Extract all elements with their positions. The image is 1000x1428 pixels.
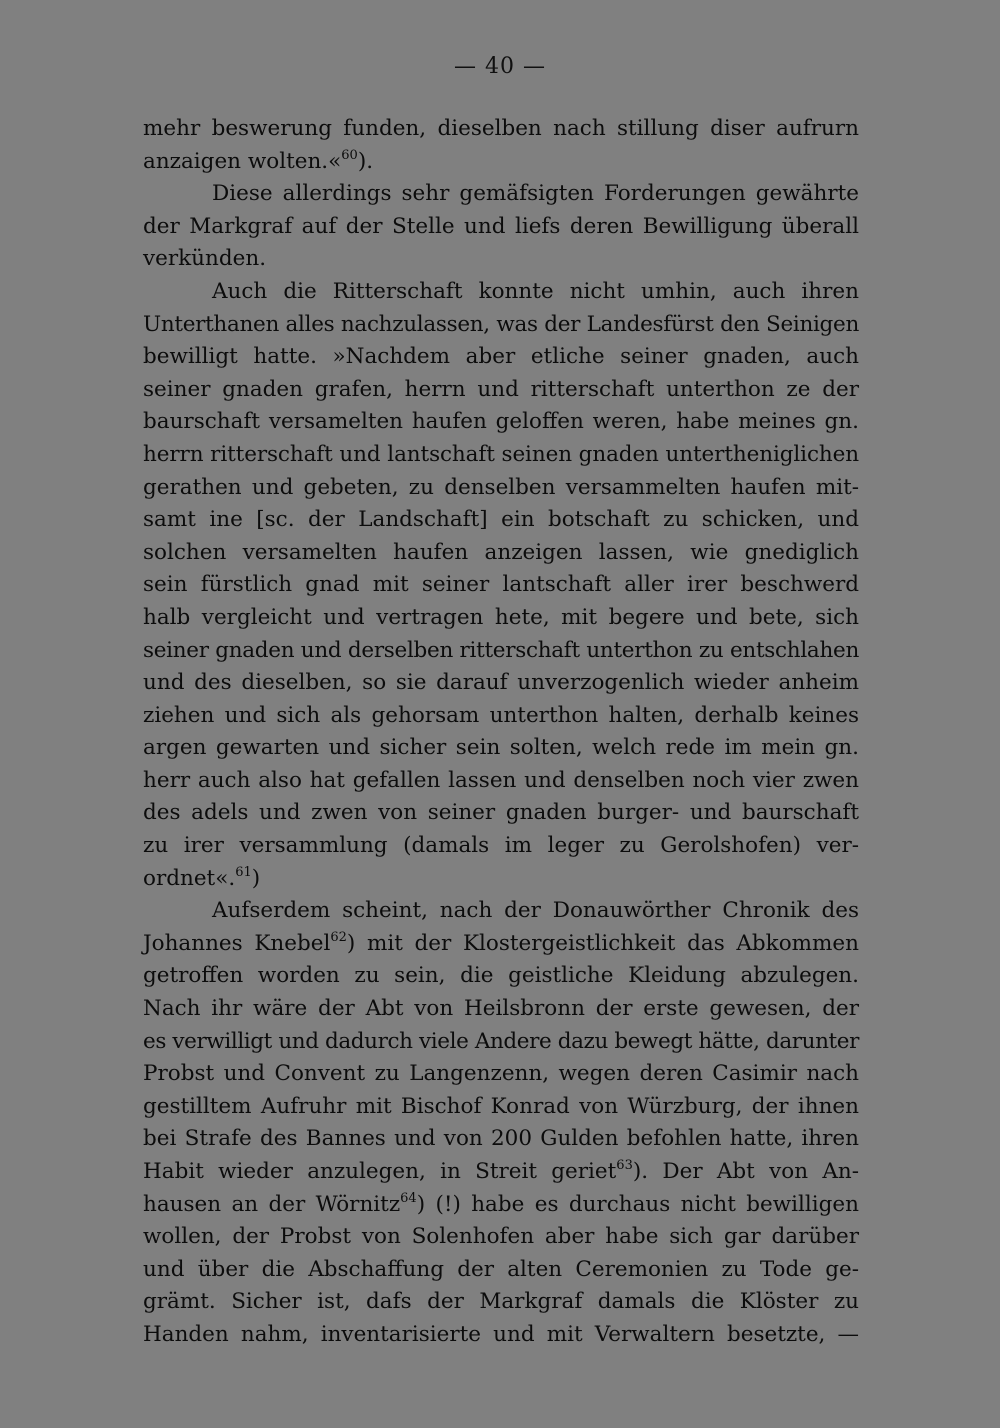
text-line: Johannes Knebel$^{62}$) mit der Klostergeistlichkeit das Abkommen xyxy=(143,929,859,956)
text-line: gestilltem Aufruhr mit Bischof Konrad von Würzburg, der ihnen xyxy=(143,1093,859,1119)
text-line: argen gewarten und sicher sein solten, welch rede im mein gn. xyxy=(143,735,859,761)
text-line: anzaigen wolten.«$^{60}$). xyxy=(143,147,374,174)
footnote-ref: 64 xyxy=(400,1190,417,1206)
text-line: samt ine [sc. der Landschaft] ein botschaft zu schicken, und xyxy=(143,507,859,533)
text-line: Probst und Convent zu Langenzenn, wegen deren Casimir nach xyxy=(143,1061,859,1087)
text-line: es verwilligt und dadurch viele Andere dazu bewegt hätte, darunter xyxy=(143,1028,859,1054)
text-line: Unterthanen alles nachzulassen, was der Landesfürst den Seinigen xyxy=(143,311,859,337)
text-line: des adels und zwen von seiner gnaden burger- und baurschaft xyxy=(143,800,859,826)
text-line: getroffen worden zu sein, die geistliche Kleidung abzulegen. xyxy=(143,963,859,989)
text-line: seiner gnaden und derselben ritterschaft unterthon zu entschlahen xyxy=(143,637,859,663)
text-line: gerathen und gebeten, zu denselben versammelten haufen mit- xyxy=(143,474,859,500)
text-line: solchen versamelten haufen anzeigen lassen, wie gnediglich xyxy=(143,539,859,565)
text-line: herrn ritterschaft und lantschaft seinen gnaden untertheniglichen xyxy=(143,441,859,467)
text-line: und über die Abschaffung der alten Ceremonien zu Tode ge- xyxy=(143,1256,859,1282)
body-text xyxy=(143,113,859,1352)
footnote-ref: 60 xyxy=(341,147,358,163)
page-number: — 40 — xyxy=(454,54,546,79)
text-line: Aufserdem scheint, nach der Donauwörther Chronik des xyxy=(212,898,859,924)
text-line: Diese allerdings sehr gemäfsigten Forderungen gewährte xyxy=(212,181,859,207)
text-line: seiner gnaden grafen, herrn und ritterschaft unterthon ze der xyxy=(143,376,859,402)
text-line: Handen nahm, inventarisierte und mit Verwaltern besetzte, — xyxy=(143,1321,859,1347)
text-line: halb vergleicht und vertragen hete, mit begere und bete, sich xyxy=(143,604,859,630)
text-line: grämt. Sicher ist, dafs der Markgraf damals die Klöster zu xyxy=(143,1289,859,1315)
text-line: bewilligt hatte. »Nachdem aber etliche seiner gnaden, auch xyxy=(143,344,859,370)
footnote-ref: 61 xyxy=(235,864,252,880)
text-line: verkünden. xyxy=(143,246,267,272)
text-line: sein fürstlich gnad mit seiner lantschaft aller irer beschwerd xyxy=(143,572,859,598)
footnote-ref: 63 xyxy=(616,1158,633,1173)
text-line: und des dieselben, so sie darauf unverzogenlich wieder anheim xyxy=(143,670,859,696)
text-line: Nach ihr wäre der Abt von Heilsbronn der erste gewesen, der xyxy=(143,996,859,1022)
text-line: mehr beswerung funden, dieselben nach stillung diser aufrurn xyxy=(143,116,859,141)
text-line: bei Strafe des Bannes und von 200 Gulden befohlen hatte, ihren xyxy=(143,1126,859,1152)
text-line: ordnet«.$^{61}$) xyxy=(143,864,261,891)
footnote-ref: 62 xyxy=(330,929,347,945)
text-line: Auch die Ritterschaft konnte nicht umhin, auch ihren xyxy=(212,278,859,304)
text-line: Habit wieder anzulegen, in Streit geriet$^{63}$). Der Abt von An- xyxy=(143,1158,859,1184)
text-line: ziehen und sich als gehorsam unterthon halten, derhalb keines xyxy=(143,702,859,728)
text-line: herr auch also hat gefallen lassen und denselben noch vier zwen xyxy=(143,767,859,793)
text-line: der Markgraf auf der Stelle und liefs deren Bewilligung überall xyxy=(143,213,859,239)
text-line: zu irer versammlung (damals im leger zu Gerolshofen) ver- xyxy=(143,833,859,859)
text-line: hausen an der Wörnitz$^{64}$) (!) habe es durchaus nicht bewilligen xyxy=(143,1190,859,1217)
text-line: baurschaft versamelten haufen geloffen weren, habe meines gn. xyxy=(143,409,859,435)
text-line: wollen, der Probst von Solenhofen aber habe sich gar darüber xyxy=(143,1224,859,1250)
